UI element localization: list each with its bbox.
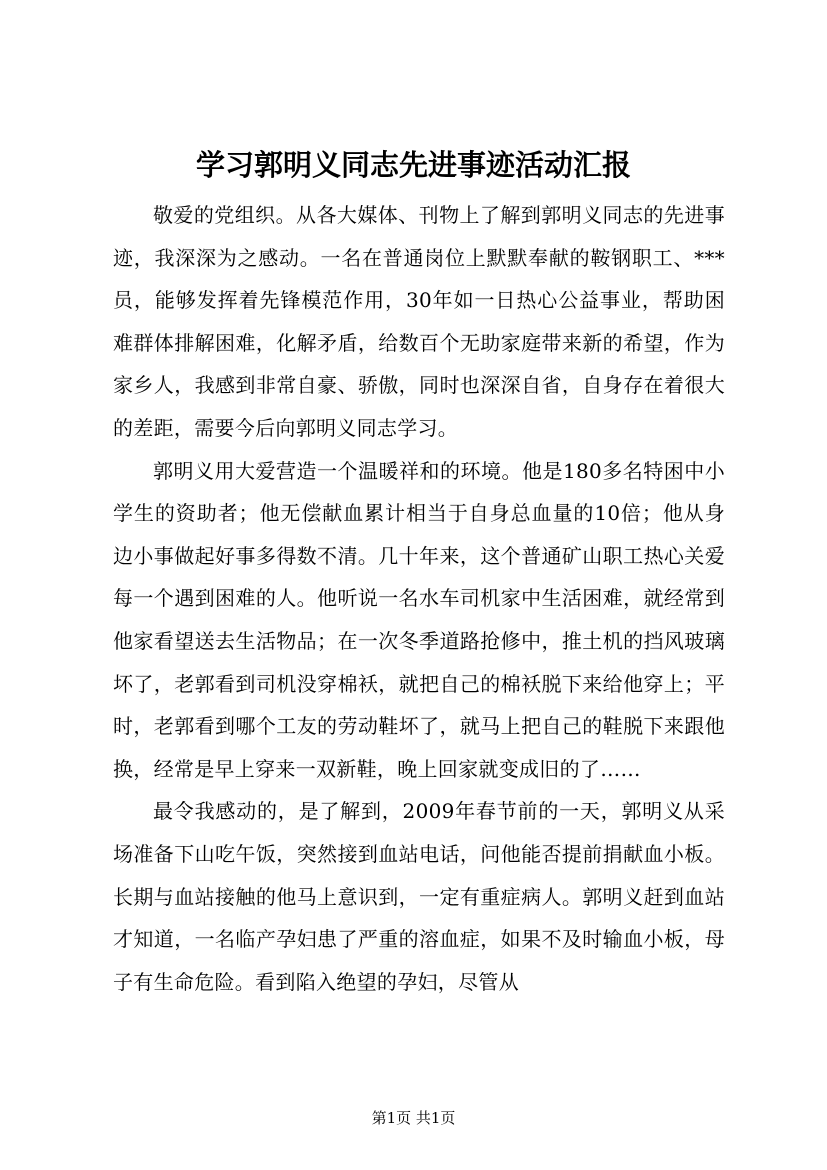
paragraph-2: 郭明义用大爱营造一个温暖祥和的环境。他是180多名特困中小学生的资助者；他无偿献血累计相当于自身总血量的10倍；他从身边小事做起好事多得数不清。几十年来，这个普通矿山职工热心关爱每一个遇到困难的人。他听说一名水车司机家中生活困难，就经常到他家看望送去生活物品；在一次冬季道路抢修中，推土机的挡风玻璃坏了，老郭看到司机没穿棉袄，就把自己的棉袄脱下来给他穿上；平时，老郭看到哪个工友的劳动鞋坏了，就马上把自己的鞋脱下来跟他换，经常是早上穿来一双新鞋，晚上回家就变成旧的了…… (113, 458, 725, 781)
paragraph-3: 最令我感动的，是了解到，2009年春节前的一天，郭明义从采场准备下山吃午饭，突然接到血站电话，问他能否提前捐献血小板。长期与血站接触的他马上意识到，一定有重症病人。郭明义赶到血站才知道，一名临产孕妇患了严重的溶血症，如果不及时输血小板，母子有生命危险。看到陷入绝望的孕妇，尽管从 (113, 799, 725, 994)
paragraph-1: 敬爱的党组织。从各大媒体、刊物上了解到郭明义同志的先进事迹，我深深为之感动。一名在普通岗位上默默奉献的鞍钢职工、***员，能够发挥着先锋模范作用，30年如一日热心公益事业，帮助困难群体排解困难，化解矛盾，给数百个无助家庭带来新的希望，作为家乡人，我感到非常自豪、骄傲，同时也深深自省，自身存在着很大的差距，需要今后向郭明义同志学习。 (113, 203, 725, 440)
document-title: 学习郭明义同志先进事迹活动汇报 (195, 148, 631, 182)
document-body (113, 194, 725, 1003)
page-number-footer: 第1页 共1页 (371, 1109, 456, 1127)
